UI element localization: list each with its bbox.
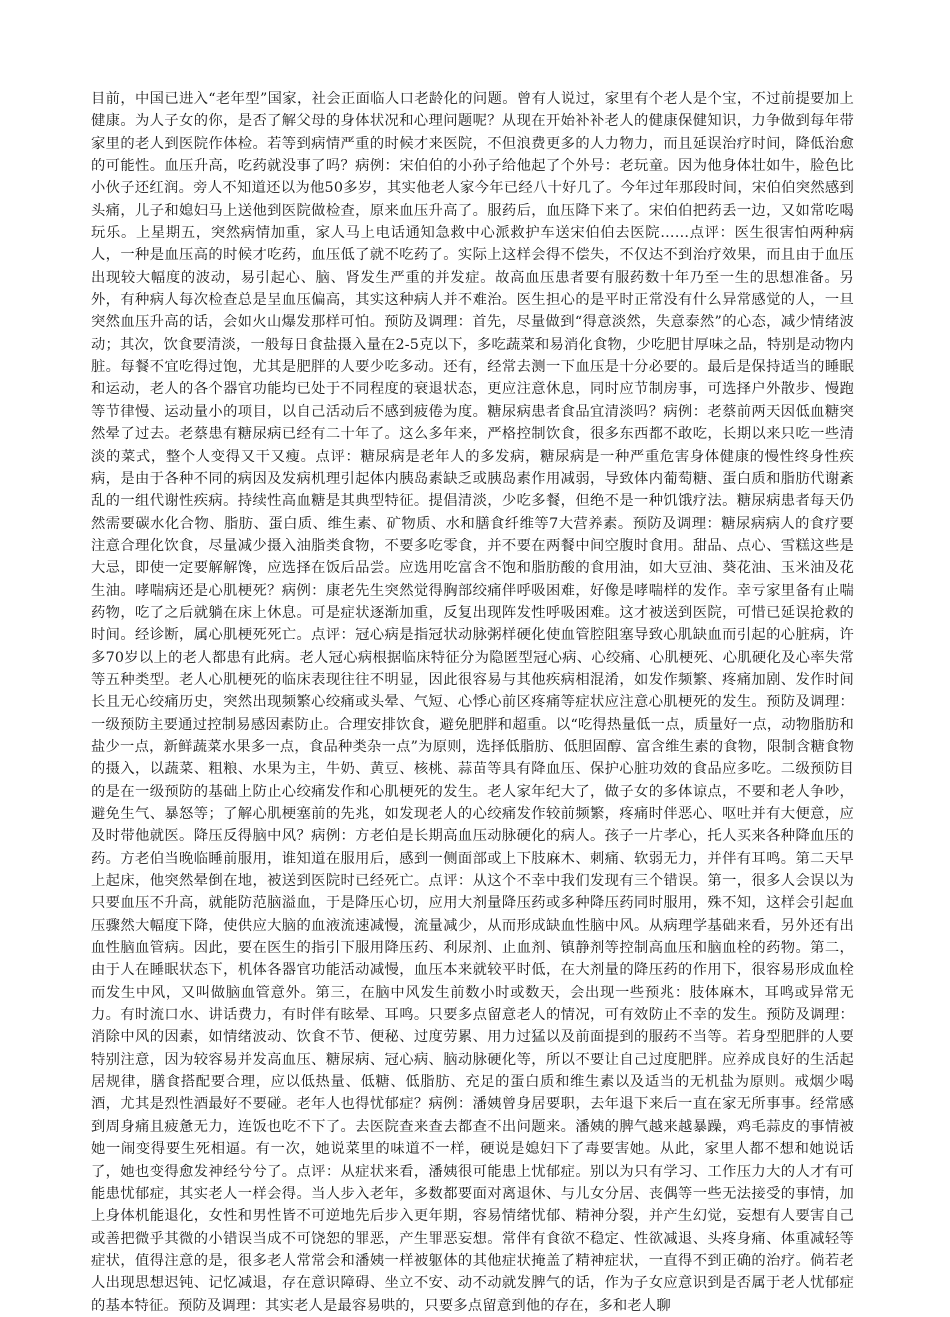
body-paragraph: 目前，中国已进入“老年型”国家，社会正面临人口老龄化的问题。曾有人说过，家里有个老人是个宝，不过前提要加上健康。为人子女的你，是否了解父母的身体状况和心理问题呢？从现在开始补补老人的健康保健知识，力争做到每年带家里的老人到医院作体检。若等到病情严重的时候才来医院，不但浪费更多的人力物力，而且延误治疗时间，降低治愈的可能性。血压升高，吃药就没事了吗？病例：宋伯伯的小孙子给他起了个外号：老玩童。因为他身体壮如牛，脸色比小伙子还红润。旁人不知道还以为他50多岁，其实他老人家今年已经八十好几了。今年过年那段时间，宋伯伯突然感到头痛，儿子和媳妇马上送他到医院做检查，原来血压升高了。服药后，血压降下来了。宋伯伯把药丢一边，又如常吃喝玩乐。上星期五，突然病情加重，家人马上电话通知急救中心派救护车送宋伯伯去医院……点评：医生很害怕两种病人，一种是血压高的时候才吃药，血压低了就不吃药了。实际上这样会得不偿失，不仅达不到治疗效果，而且由于血压出现较大幅度的波动，易引起心、脑、肾发生严重的并发症。故高血压患者要有服药数十年乃至一生的思想准备。另外，有种病人每次检查总是呈血压偏高，其实这种病人并不难治。医生担心的是平时正常没有什么异常感觉的人，一旦突然血压升高的话，会如火山爆发那样可怕。预防及调理：首先，尽量做到“得意淡然，失意泰然”的心态，减少情绪波动；其次，饮食要清淡，一般每日食盐摄入量在2-5克以下，多吃蔬菜和易消化食物，少吃肥甘厚味之品，特别是动物内脏。每餐不宜吃得过饱，尤其是肥胖的人要少吃多动。还有，经常去测一下血压是十分必要的。最后是保持适当的睡眠和运动，老人的各个器官功能均已处于不同程度的衰退状态，更应注意休息，同时应节制房事，可选择户外散步、慢跑等节律慢、运动量小的项目，以自己活动后不感到疲倦为度。糖尿病患者食品宜清淡吗？病例：老蔡前两天因低血糖突然晕了过去。老蔡患有糖尿病已经有二十年了。这么多年来，严格控制饮食，很多东西都不敢吃，长期以来只吃一些清淡的菜式，整个人变得又干又瘦。点评：糖尿病是老年人的多发病，糖尿病是一种严重危害身体健康的慢性终身性疾病，是由于各种不同的病因及发病机理引起体内胰岛素缺乏或胰岛素作用减弱，导致体内葡萄糖、蛋白质和脂肪代谢紊乱的一组代谢性疾病。持续性高血糖是其典型特征。提倡清淡，少吃多餐，但绝不是一种饥饿疗法。糖尿病患者每天仍然需要碳水化合物、脂肪、蛋白质、维生素、矿物质、水和膳食纤维等7大营养素。预防及调理：糖尿病病人的食疗要注意合理化饮食，尽量减少摄入油脂类食物，不要多吃零食，并不要在两餐中间空腹时食用。甜品、点心、雪糕这些是大忌，即使一定要解解馋，应选择在饭后品尝。应选用吃富含不饱和脂肪酸的食用油，如大豆油、葵花油、玉米油及花生油。哮喘病还是心肌梗死？病例：康老先生突然觉得胸部绞痛伴呼吸困难，好像是哮喘样的发作。幸亏家里备有止喘药物，吃了之后就躺在床上休息。可是症状逐渐加重，反复出现阵发性呼吸困难。这才被送到医院，可惜已延误抢救的时间。经诊断，属心肌梗死死亡。点评：冠心病是指冠状动脉粥样硬化使血管腔阻塞导致心肌缺血而引起的心脏病，许多70岁以上的老人都患有此病。老人冠心病根据临床特征分为隐匿型冠心病、心绞痛、心肌梗死、心肌硬化及心率失常等五种类型。老人心肌梗死的临床表现往往不明显，因此很容易与其他疾病相混淆，如发作频繁、疼痛加剧、发作时间长且无心绞痛历史，突然出现频繁心绞痛或头晕、气短、心悸心前区疼痛等症状应注意心肌梗死的发生。预防及调理：一级预防主要通过控制易感因素防止。合理安排饮食，避免肥胖和超重。以“吃得热量低一点，质量好一点，动物脂肪和盐少一点，新鲜蔬菜水果多一点，食品种类杂一点”为原则，选择低脂肪、低胆固醇、富含维生素的食物，限制含糖食物的摄入，以蔬菜、粗粮、水果为主，牛奶、黄豆、核桃、蒜苗等具有降血压、保护心脏功效的食品应多吃。二级预防目的是在一级预防的基础上防止心绞痛发作和心肌梗死的发生。老人家年纪大了，做子女的多体谅点，不要和老人争吵，避免生气、暴怒等；了解心肌梗塞前的先兆，如发现老人的心绞痛发作较前频繁，疼痛时伴恶心、呕吐并有大便意，应及时带他就医。降压反得脑中风？病例：方老伯是长期高血压动脉硬化的病人。孩子一片孝心，托人买来各种降血压的药。方老伯当晚临睡前服用，谁知道在服用后，感到一侧面部或上下肢麻木、刺痛、软弱无力，并伴有耳鸣。第二天早上起床，他突然晕倒在地，被送到医院时已经死亡。点评：从这个不幸中我们发现有三个错误。第一，很多人会误以为只要血压不升高，就能防范脑溢血，于是降压心切，应用大剂量降压药或多种降压药同时服用，殊不知，这样会引起血压骤然大幅度下降，使供应大脑的血液流速减慢，流量减少，从而形成缺血性脑中风。从病理学基础来看，另外还有出血性脑血管病。因此，要在医生的指引下服用降压药、利尿剂、止血剂、镇静剂等控制高血压和脑血栓的药物。第二，由于人在睡眠状态下，机体各器官功能活动减慢，血压本来就较平时低，在大剂量的降压药的作用下，很容易形成血栓而发生中风，又叫做脑血管意外。第三，在脑中风发生前数小时或数天，会出现一些预兆：肢体麻木，耳鸣或异常无力。有时流口水、讲话费力，有时伴有眩晕、耳鸣。只要多点留意老人的情况，可有效防止不幸的发生。预防及调理：消除中风的因素，如情绪波动、饮食不节、便秘、过度劳累、用力过猛以及前面提到的服药不当等。若身型肥胖的人要特别注意，因为较容易并发高血压、糖尿病、冠心病、脑动脉硬化等，所以不要让自己过度肥胖。应养成良好的生活起居规律，膳食搭配要合理，应以低热量、低糖、低脂肪、充足的蛋白质和维生素以及适当的无机盐为原则。戒烟少喝酒，尤其是烈性酒最好不要碰。老年人也得忧郁症？病例：潘姨曾身居要职，去年退下来后一直在家无所事事。经常感到周身痛且疲惫无力，连饭也吃不下了。去医院查来查去都查不出问题来。潘姨的脾气越来越暴躁，鸡毛蒜皮的事情被她一闹变得要生死相逼。有一次，她说菜里的味道不一样，硬说是媳妇下了毒要害她。从此，家里人都不想和她说话了，她也变得愈发神经兮兮了。点评：从症状来看，潘姨很可能患上忧郁症。别以为只有学习、工作压力大的人才有可能患忧郁症，其实老人一样会得。当人步入老年，多数都要面对离退休、与儿女分居、丧偶等一些无法接受的事情，加上身体机能退化，女性和男性皆不可逆地先后步入更年期，容易情绪忧郁、精神分裂，并产生幻觉，妄想有人要害自己或善把微乎其微的小错误当成不可饶恕的罪恶，产生罪恶妄想。常伴有食欲不稳定、性欲减退、头疼身痛、体重减轻等症状，值得注意的是，很多老人常常会和潘姨一样被躯体的其他症状掩盖了精神症状，一直得不到正确的治疗。倘若老人出现思想迟钝、记忆减退，存在意识障碍、坐立不安、动不动就发脾气的话，作为子女应意识到是否属于老人忧郁症的基本特征。预防及调理：其实老人是最容易哄的，只要多点留意到他的存在，多和老人聊 — [91, 91, 854, 1314]
